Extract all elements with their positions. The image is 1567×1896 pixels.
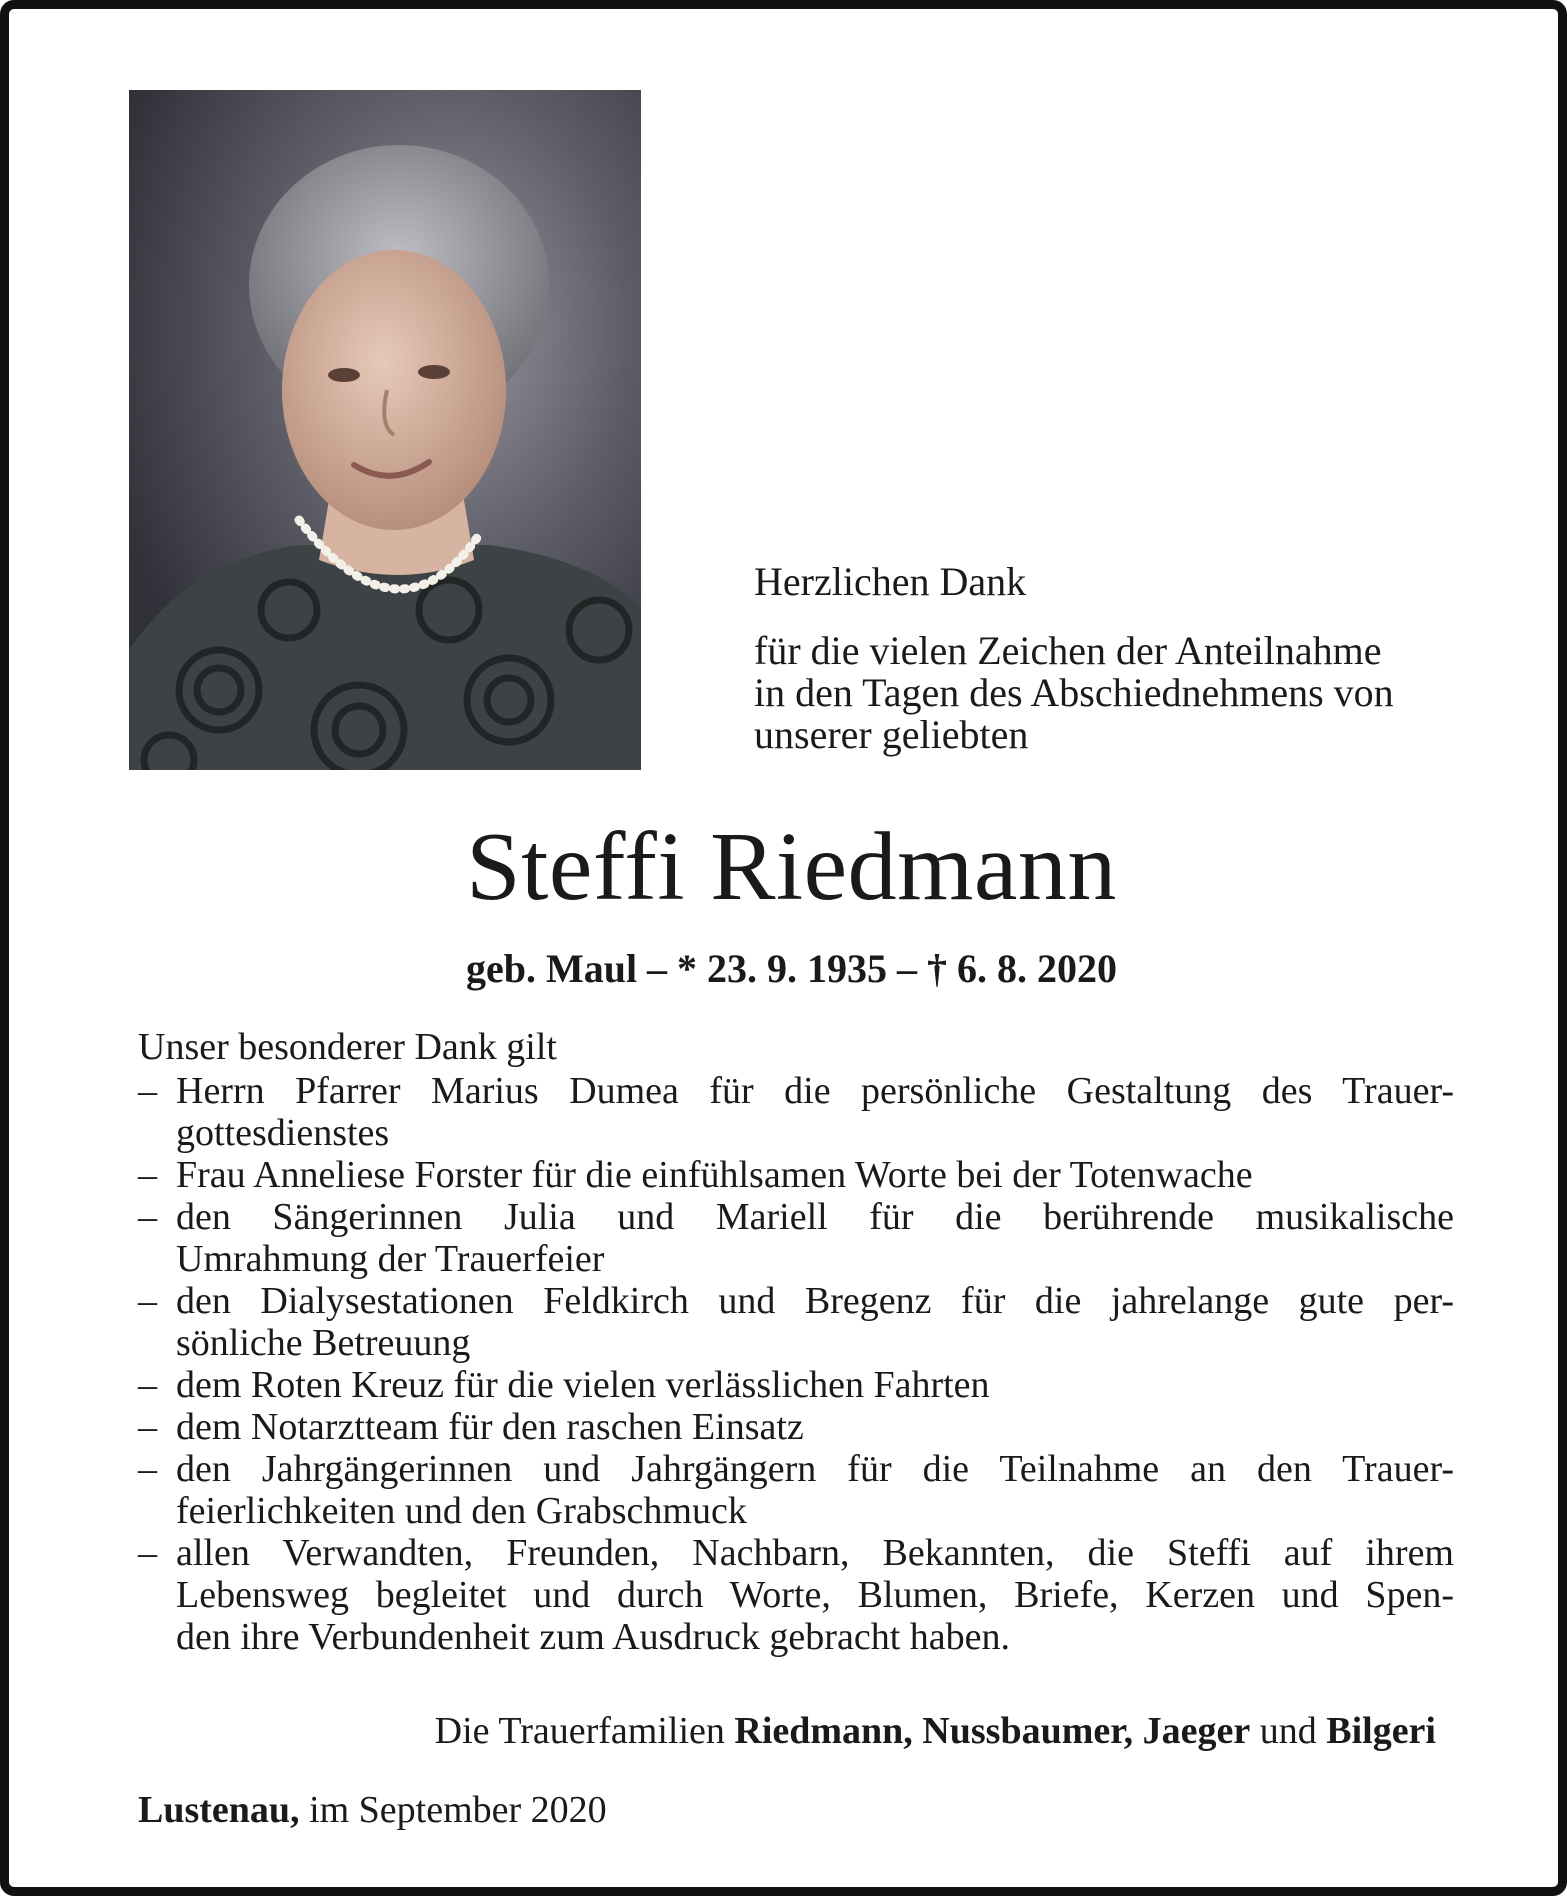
place-date-text: im September 2020 xyxy=(309,1789,607,1831)
intro-line: für die vielen Zeichen der Anteilnahme xyxy=(754,628,1382,673)
family-name: Riedmann, xyxy=(734,1710,913,1752)
dash-marker: – xyxy=(138,1406,157,1448)
intro-text xyxy=(754,561,1454,756)
list-item-line: Lebensweg begleitet und durch Worte, Blumen, Briefe, Kerzen und Spen- xyxy=(176,1574,1454,1616)
birth-death-dates: geb. Maul – * 23. 9. 1935 – † 6. 8. 2020 xyxy=(465,946,1118,991)
list-item xyxy=(138,1448,1454,1532)
thanks-section xyxy=(138,1026,1454,1658)
list-item-line: den ihre Verbundenheit zum Ausdruck gebracht haben. xyxy=(176,1616,1010,1658)
family-name: Jaeger xyxy=(1142,1710,1251,1752)
list-item-line: Umrahmung der Trauerfeier xyxy=(176,1238,605,1280)
intro-line: in den Tagen des Abschiednehmens von xyxy=(754,670,1394,715)
list-item-line: allen Verwandten, Freunden, Nachbarn, Bekannten, die Steffi auf ihrem xyxy=(176,1532,1454,1574)
family-signature xyxy=(435,1709,1436,1753)
signature-conjunction: und xyxy=(1259,1710,1317,1752)
list-item-line: dem Notarztteam für den raschen Einsatz xyxy=(176,1406,804,1448)
list-item-line: den Sängerinnen Julia und Mariell für die berührende musikalische xyxy=(176,1196,1454,1238)
portrait-photo-icon xyxy=(129,90,641,770)
list-item-line: sönliche Betreuung xyxy=(176,1322,471,1364)
thanks-lead: Unser besonderer Dank gilt xyxy=(138,1026,557,1068)
deceased-name: Steffi Riedmann xyxy=(466,813,1117,921)
dash-marker: – xyxy=(138,1280,157,1322)
list-item xyxy=(138,1280,1454,1364)
dash-marker: – xyxy=(138,1532,157,1574)
list-item xyxy=(138,1154,1454,1196)
list-item xyxy=(138,1364,1454,1406)
place-date xyxy=(138,1788,607,1832)
intro-line: unserer geliebten xyxy=(754,712,1029,757)
signature-prefix: Die Trauerfamilien xyxy=(434,1710,725,1752)
place-city: Lustenau, xyxy=(138,1789,300,1831)
intro-heading: Herzlichen Dank xyxy=(754,559,1027,604)
dash-marker: – xyxy=(138,1070,157,1112)
list-item-line: den Dialysestationen Feldkirch und Bregenz für die jahrelange gute per- xyxy=(176,1280,1454,1322)
list-item xyxy=(138,1070,1454,1154)
family-name: Nussbaumer, xyxy=(922,1710,1134,1752)
list-item-line: feierlichkeiten und den Grabschmuck xyxy=(176,1490,747,1532)
family-name: Bilgeri xyxy=(1326,1710,1436,1752)
list-item-line: dem Roten Kreuz für die vielen verlässlichen Fahrten xyxy=(176,1364,990,1406)
dash-marker: – xyxy=(138,1448,157,1490)
list-item xyxy=(138,1196,1454,1280)
list-item-line: Frau Anneliese Forster für die einfühlsamen Worte bei der Totenwache xyxy=(176,1154,1253,1196)
list-item-line: gottesdienstes xyxy=(176,1112,390,1154)
dash-marker: – xyxy=(138,1196,157,1238)
thanks-list xyxy=(138,1070,1454,1658)
list-item-line: den Jahrgängerinnen und Jahrgängern für die Teilnahme an den Trauer- xyxy=(176,1448,1454,1490)
dash-marker: – xyxy=(138,1364,157,1406)
dash-marker: – xyxy=(138,1154,157,1196)
list-item xyxy=(138,1406,1454,1448)
portrait-photo xyxy=(129,90,641,770)
list-item xyxy=(138,1532,1454,1658)
list-item-line: Herrn Pfarrer Marius Dumea für die persönliche Gestaltung des Trauer- xyxy=(176,1070,1454,1112)
